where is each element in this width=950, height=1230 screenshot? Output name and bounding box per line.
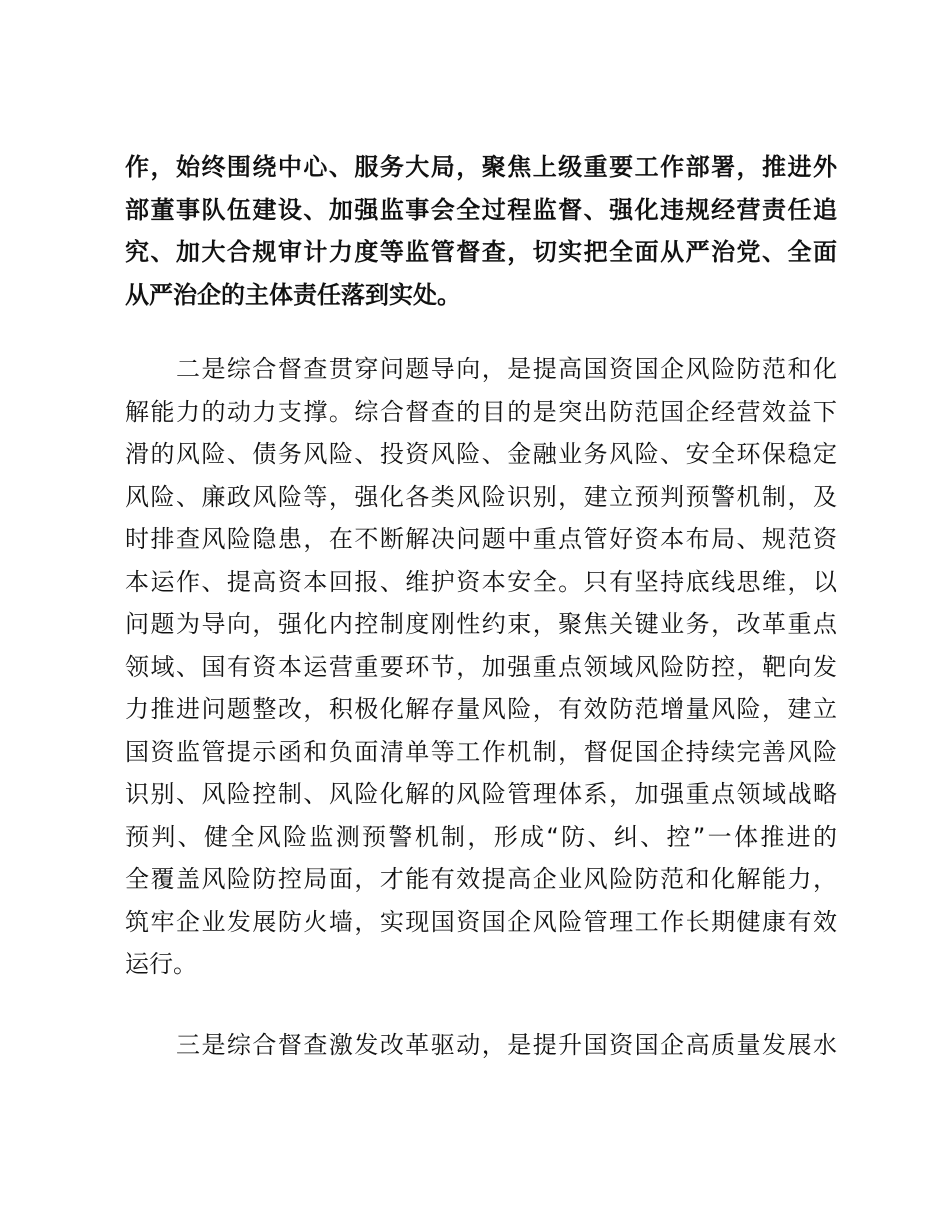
text-line: 领域、国有资本运营重要环节，加强重点领域风险防控，靶向发: [125, 652, 837, 681]
text-line: 识别、风险控制、风险化解的风险管理体系，加强重点领域战略: [125, 780, 837, 808]
text-line: 力推进问题整改，积极化解存量风险，有效防范增量风险，建立: [125, 695, 837, 723]
text-line: 滑的风险、债务风险、投资风险、金融业务风险、安全环保稳定: [125, 440, 837, 468]
text-line: 全覆盖风险防控局面，才能有效提高企业风险防范和化解能力，: [125, 865, 837, 893]
paragraph-three: [125, 1024, 837, 1067]
text-line: 三是综合督查激发改革驱动，是提升国资国企高质量发展水: [125, 1031, 837, 1059]
text-line: 时排查风险隐患，在不断解决问题中重点管好资本布局、规范资: [125, 525, 837, 553]
text-line: 运行。: [125, 950, 197, 978]
paragraph-continuation: [125, 146, 837, 316]
text-line: 部董事队伍建设、加强监事会全过程监督、强化违规经营责任追: [125, 195, 837, 224]
text-line: 筑牢企业发展防火墙，实现国资国企风险管理工作长期健康有效: [125, 907, 837, 936]
text-line: 从严治企的主体责任落到实处。: [125, 280, 461, 309]
text-line: 作，始终围绕中心、服务大局，聚焦上级重要工作部署，推进外: [125, 153, 837, 181]
text-line: 二是综合督查贯穿问题导向，是提高国资国企风险防范和化: [125, 355, 837, 383]
text-line: 究、加大合规审计力度等监管督查，切实把全面从严治党、全面: [125, 238, 837, 266]
text-line: 预判、健全风险监测预警机制，形成“防、纠、控”一体推进的: [125, 822, 837, 851]
paragraph-two: [125, 348, 837, 986]
text-line: 问题为导向，强化内控制度刚性约束，聚焦关键业务，改革重点: [125, 610, 837, 638]
text-line: 国资监管提示函和负面清单等工作机制，督促国企持续完善风险: [125, 737, 837, 766]
text-line: 风险、廉政风险等，强化各类风险识别，建立预判预警机制，及: [125, 482, 837, 511]
text-line: 解能力的动力支撑。综合督查的目的是突出防范国企经营效益下: [125, 397, 837, 426]
text-line: 本运作、提高资本回报、维护资本安全。只有坚持底线思维，以: [125, 567, 837, 596]
